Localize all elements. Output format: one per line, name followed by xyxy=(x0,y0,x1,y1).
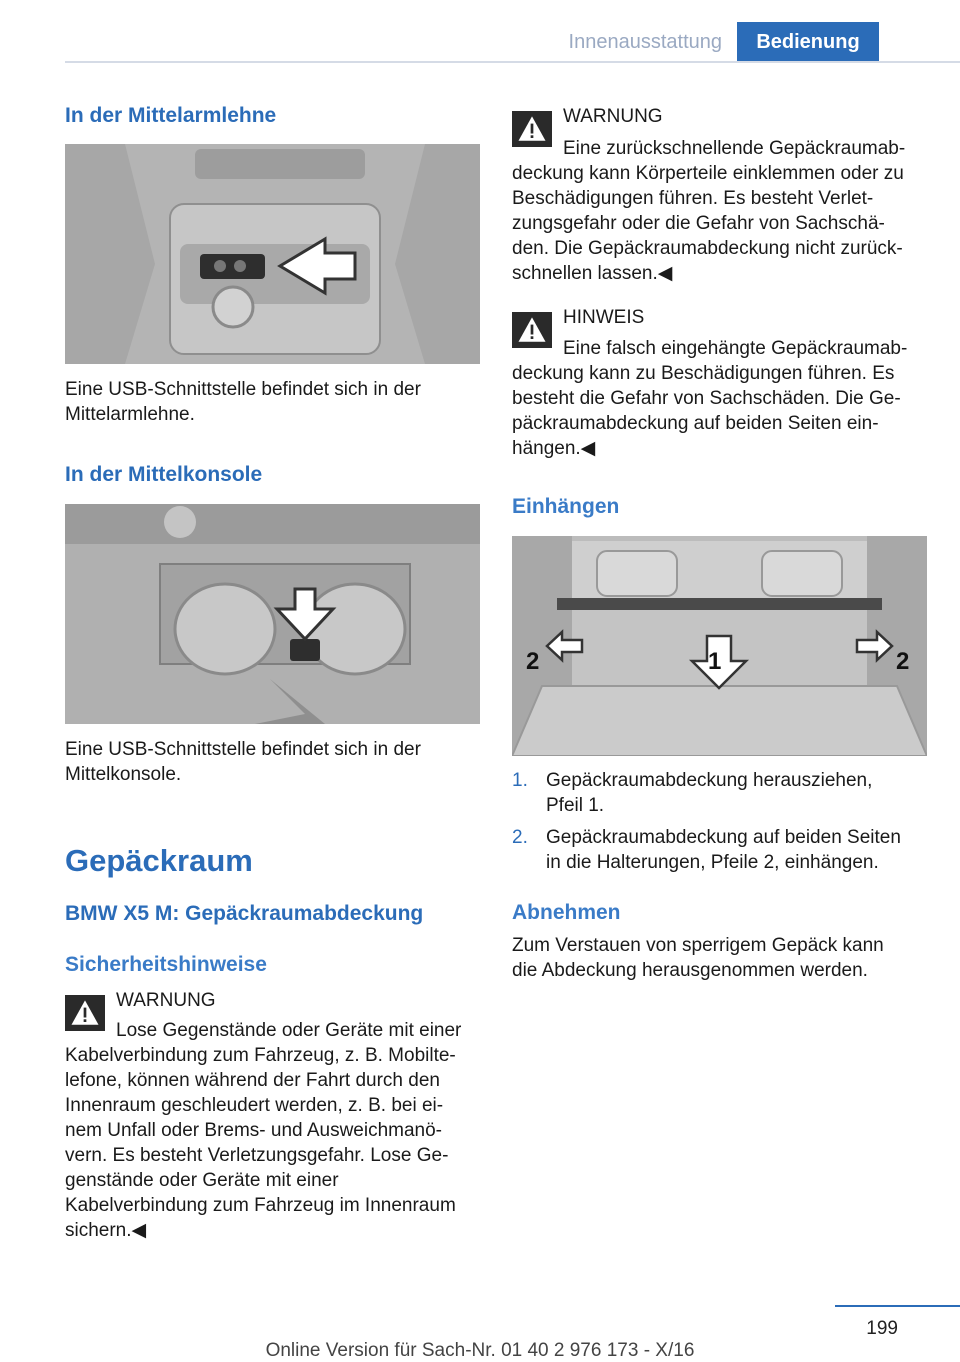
footer-divider xyxy=(835,1305,960,1307)
heading-remove: Abnehmen xyxy=(512,901,621,924)
warning-line: deckung kann Körperteile einklemmen oder zu xyxy=(512,163,904,184)
figure-label-arrow-1: 1 xyxy=(708,648,722,675)
notice-block xyxy=(512,307,932,467)
warning-title: WARNUNG xyxy=(116,990,216,1011)
warning-line: sichern.◀ xyxy=(65,1220,147,1241)
warning-line: lefone, können während der Fahrt durch den xyxy=(65,1070,440,1091)
warning-line: Beschädigungen führen. Es besteht Verlet- xyxy=(512,188,874,209)
warning-block-left xyxy=(65,990,485,1250)
warning-block-right xyxy=(512,106,932,286)
para-armrest-line: Eine USB-Schnittstelle befindet sich in der xyxy=(65,379,421,400)
warning-line: genstände oder Geräte mit einer xyxy=(65,1170,339,1191)
warning-line: nem Unfall oder Brems- und Ausweichmanö- xyxy=(65,1120,443,1141)
step-line: Pfeil 1. xyxy=(546,795,605,816)
step-text xyxy=(546,768,872,818)
header-divider xyxy=(65,61,960,63)
warning-line: Lose Gegenstände oder Geräte mit einer xyxy=(116,1020,462,1041)
para-console-line: Eine USB-Schnittstelle befindet sich in der xyxy=(65,739,421,760)
para-remove xyxy=(512,933,884,983)
armrest-illustration xyxy=(65,144,480,364)
warning-title: WARNUNG xyxy=(563,106,663,127)
warning-line: Kabelverbindung zum Fahrzeug im Innenraum xyxy=(65,1195,456,1216)
footer-version-text: Online Version für Sach-Nr. 01 40 2 976 173 - X/16 xyxy=(265,1340,695,1361)
figure-label-arrow-2-left: 2 xyxy=(526,648,540,675)
heading-armrest: In der Mittelarmlehne xyxy=(65,104,277,127)
warning-line: Innenraum geschleudert werden, z. B. bei ei- xyxy=(65,1095,444,1116)
warning-icon xyxy=(512,111,552,147)
armrest-usb-photo xyxy=(65,144,480,364)
warning-icon xyxy=(65,995,105,1031)
step-text xyxy=(546,825,901,875)
step-line: in die Halterungen, Pfeile 2, einhängen. xyxy=(546,852,879,873)
figure-label-arrow-2-right: 2 xyxy=(896,648,910,675)
warning-line: vern. Es besteht Verletzungsgefahr. Lose Ge- xyxy=(65,1145,449,1166)
para-console-line: Mittelkonsole. xyxy=(65,764,182,785)
heading-console: In der Mittelkonsole xyxy=(65,463,263,486)
notice-line: Eine falsch eingehängte Gepäckraumab- xyxy=(563,338,908,359)
notice-line: päckraumabdeckung auf beiden Seiten ein- xyxy=(512,413,879,434)
notice-line: besteht die Gefahr von Sachschäden. Die Ge- xyxy=(512,388,901,409)
cargo-illustration xyxy=(512,536,927,756)
header-section-tab: Innenausstattung xyxy=(568,31,722,53)
page-number: 199 xyxy=(866,1318,898,1339)
warning-icon xyxy=(512,312,552,348)
heading-cargo: Gepäckraum xyxy=(65,843,253,878)
para-armrest-line: Mittelarmlehne. xyxy=(65,404,195,425)
para-remove-line: Zum Verstauen von sperrigem Gepäck kann xyxy=(512,935,884,956)
para-remove-line: die Abdeckung herausgenommen werden. xyxy=(512,960,868,981)
warning-line: Kabelverbindung zum Fahrzeug, z. B. Mobilte- xyxy=(65,1045,456,1066)
heading-safety: Sicherheitshinweise xyxy=(65,953,267,976)
para-console xyxy=(65,737,421,787)
warning-line: schnellen lassen.◀ xyxy=(512,263,673,284)
notice-title: HINWEIS xyxy=(563,307,645,328)
step-number: 2. xyxy=(512,827,528,848)
notice-line: hängen.◀ xyxy=(512,438,596,459)
step-number: 1. xyxy=(512,770,528,791)
cargo-cover-photo xyxy=(512,536,927,756)
notice-line: deckung kann zu Beschädigungen führen. Es xyxy=(512,363,895,384)
heading-attach: Einhängen xyxy=(512,495,620,518)
warning-line: zungsgefahr oder die Gefahr von Sachschä- xyxy=(512,213,885,234)
warning-line: den. Die Gepäckraumabdeckung nicht zurück- xyxy=(512,238,903,259)
warning-line: Eine zurückschnellende Gepäckraumab- xyxy=(563,138,906,159)
para-armrest xyxy=(65,377,421,427)
heading-cover: BMW X5 M: Gepäckraumabdeckung xyxy=(65,902,424,925)
console-illustration xyxy=(65,504,480,724)
step-line: Gepäckraumabdeckung auf beiden Seiten xyxy=(546,827,901,848)
step-line: Gepäckraumabdeckung herausziehen, xyxy=(546,770,873,791)
console-usb-photo xyxy=(65,504,480,724)
header-chapter-tab: Bedienung xyxy=(737,22,879,62)
